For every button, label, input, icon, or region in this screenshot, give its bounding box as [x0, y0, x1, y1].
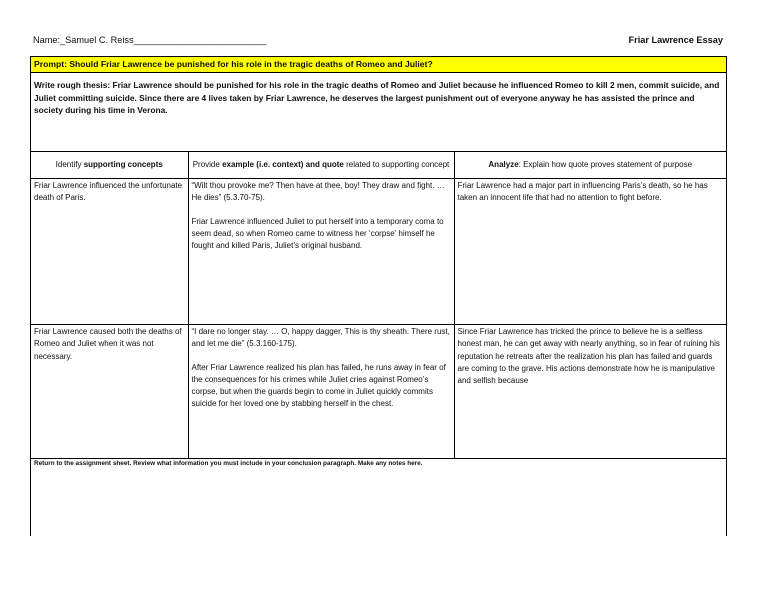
column-header-examples: Provide example (i.e. context) and quote related to supporting concept — [188, 152, 454, 179]
context-text: Friar Lawrence influenced Juliet to put herself into a temporary coma to seem dead, so when Romeo came to witness her ‘corpse’ himself he fought and killed Paris, Juliet’s original husband. — [191, 216, 444, 251]
conclusion-notes-area[interactable]: Return to the assignment sheet. Review what information you must include in your conclusion paragraph. Make any notes here. — [34, 460, 423, 467]
table-row — [31, 325, 726, 459]
quote-text: “I dare no longer stay. … O, happy dagger, This is thy sheath. There rust, and let me die” (5.3.160-175). — [191, 327, 450, 349]
example-cell[interactable] — [188, 179, 454, 325]
concept-cell[interactable]: Friar Lawrence influenced the unfortunate death of Paris. — [31, 179, 188, 325]
document-header — [33, 35, 723, 49]
column-header-concepts: Identify supporting concepts — [31, 152, 188, 179]
prompt-banner: Prompt: Should Friar Lawrence be punished for his role in the tragic deaths of Romeo and Juliet? — [31, 57, 726, 73]
table-row — [31, 179, 726, 325]
student-name: Name:_Samuel C. Reiss__________________________ — [33, 35, 267, 45]
concept-cell[interactable]: Friar Lawrence caused both the deaths of Romeo and Juliet when it was not necessary. — [31, 325, 188, 459]
worksheet-frame — [30, 56, 727, 536]
thesis-box[interactable]: Write rough thesis: Friar Lawrence should be punished for his role in the tragic deaths of Romeo and Juliet because he influenced Romeo to kill 2 men, commit suicide, and Juliet committing suicide. Since there are 4 lives taken by Friar Lawrence, he deserves the largest punishment out of everyone anyway he has assisted the prince and society during his time in Verona. — [31, 73, 726, 152]
context-text: After Friar Lawrence realized his plan has failed, he runs away in fear of the consequences for his crimes while Juliet cries against Romeo’s corpse, but when the guards begin to come in Juliet quickly commits suicide for her loved one by stabbing herself in the chest. — [191, 362, 446, 409]
analysis-cell[interactable]: Friar Lawrence had a major part in influencing Paris’s death, so he has taken an innocent life that had no attention to fight before. — [454, 179, 726, 325]
analysis-cell[interactable]: Since Friar Lawrence has tricked the prince to believe he is a selfless honest man, he can get away with nearly anything, so in fear of ruining his reputation he retreats after the realization his plan has failed and guards are coming to the grave. His actions demonstrate how he is manipulative and selfish because — [454, 325, 726, 459]
column-header-analyze: Analyze: Explain how quote proves statement of purpose — [454, 152, 726, 179]
table-header-row — [31, 152, 726, 179]
quote-text: “Wilt thou provoke me? Then have at thee, boy! They draw and fight. … He dies” (5.3.70-75). — [191, 181, 445, 203]
essay-title: Friar Lawrence Essay — [628, 35, 723, 45]
example-cell[interactable] — [188, 325, 454, 459]
evidence-table — [31, 152, 726, 459]
